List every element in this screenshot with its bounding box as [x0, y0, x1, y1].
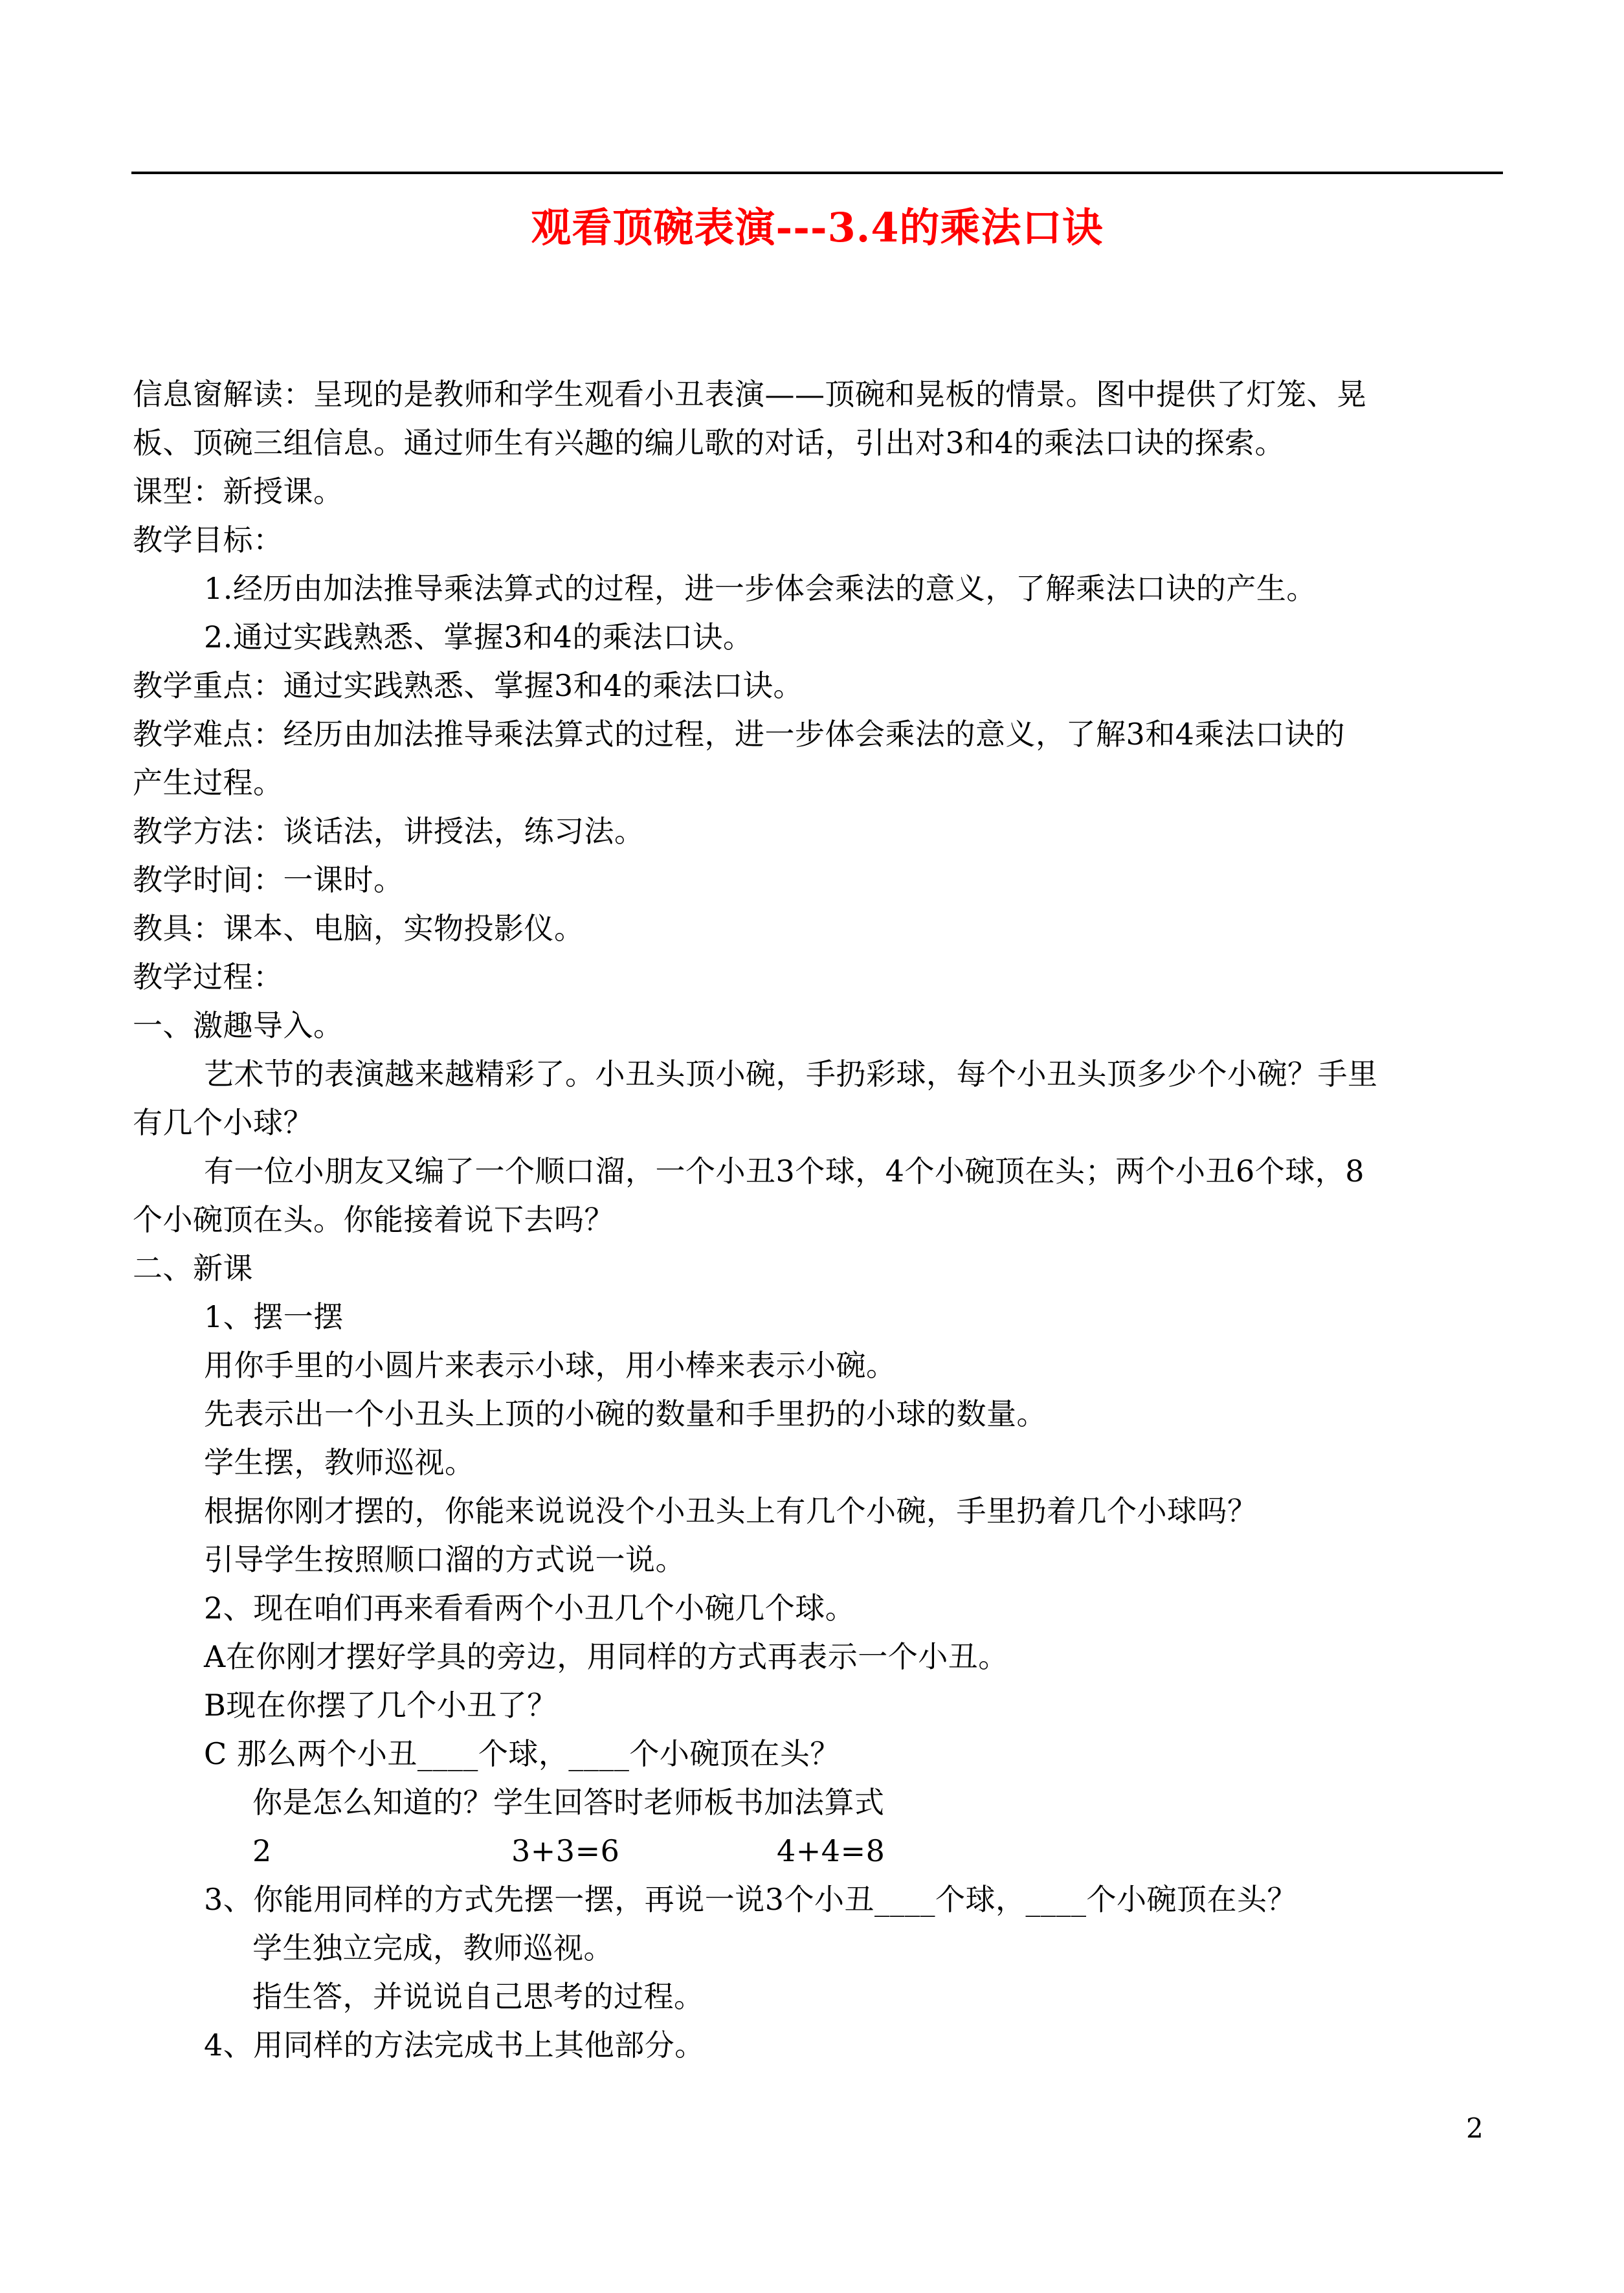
- text-line: 学生摆，教师巡视。: [204, 1445, 475, 1480]
- text-line: 4、用同样的方法完成书上其他部分。: [204, 2028, 705, 2063]
- text-line: 教学时间：一课时。: [133, 862, 404, 897]
- text-line: 你是怎么知道的？学生回答时老师板书加法算式: [252, 1785, 885, 1820]
- text-line: 信息窗解读：呈现的是教师和学生观看小丑表演——顶碗和晃板的情景。图中提供了灯笼、晃: [133, 377, 1367, 412]
- text-line: 3、你能用同样的方式先摆一摆，再说一说3个小丑____个球，____个小碗顶在头？: [204, 1882, 1298, 1917]
- text-line: 教学方法：谈话法，讲授法，练习法。: [133, 814, 645, 849]
- text-line: 课型：新授课。: [133, 474, 344, 509]
- text-line: 1.经历由加法推导乘法算式的过程，进一步体会乘法的意义，了解乘法口诀的产生。: [204, 571, 1317, 606]
- text-line: 指生答，并说说自己思考的过程。: [252, 1979, 704, 2014]
- text-line: 学生独立完成，教师巡视。: [252, 1930, 614, 1965]
- text-line: A在你刚才摆好学具的旁边，用同样的方式再表示一个小丑。: [204, 1639, 1008, 1674]
- text-line: 1、摆一摆: [204, 1299, 344, 1334]
- text-line: 教学重点：通过实践熟悉、掌握3和4的乘法口诀。: [133, 668, 804, 703]
- text-line: 有几个小球？: [133, 1105, 313, 1140]
- text-line: 教具：课本、电脑，实物投影仪。: [133, 911, 584, 946]
- text-line: 教学目标：: [133, 522, 284, 557]
- text-line: 教学过程：: [133, 959, 284, 994]
- text-line: 先表示出一个小丑头上顶的小碗的数量和手里扔的小球的数量。: [204, 1396, 1047, 1431]
- document-title: 观看顶碗表演---3.4的乘法口诀: [531, 204, 1104, 251]
- text-line: 2、现在咱们再来看看两个小丑几个小碗几个球。: [204, 1591, 856, 1626]
- text-line: 板、顶碗三组信息。通过师生有兴趣的编儿歌的对话，引出对3和4的乘法口诀的探索。: [133, 425, 1285, 460]
- text-line: 用你手里的小圆片来表示小球，用小棒来表示小碗。: [204, 1348, 896, 1383]
- text-line: 教学难点：经历由加法推导乘法算式的过程，进一步体会乘法的意义，了解3和4乘法口诀的: [133, 717, 1346, 752]
- text-line: 2.通过实践熟悉、掌握3和4的乘法口诀。: [204, 620, 753, 654]
- equation-line: [133, 1827, 1505, 1875]
- equation-balls: 3+3=6: [511, 1833, 620, 1868]
- section-heading: 一、激趣导入。: [133, 1008, 344, 1043]
- text-line: 有一位小朋友又编了一个顺口溜，一个小丑3个球，4个小碗顶在头；两个小丑6个球，8: [204, 1154, 1365, 1189]
- text-line: 引导学生按照顺口溜的方式说一说。: [204, 1542, 685, 1577]
- text-line: 个小碗顶在头。你能接着说下去吗？: [133, 1202, 614, 1237]
- header-rule: [131, 172, 1503, 174]
- section-heading: 二、新课: [133, 1251, 253, 1286]
- text-line: 产生过程。: [133, 765, 284, 800]
- equation-bowls: 4+4=8: [777, 1833, 885, 1868]
- document-body: [133, 370, 1505, 2070]
- text-line: 根据你刚才摆的，你能来说说没个小丑头上有几个小碗，手里扔着几个小球吗？: [204, 1493, 1258, 1528]
- text-line: 艺术节的表演越来越精彩了。小丑头顶小碗，手扔彩球，每个小丑头顶多少个小碗？手里: [204, 1057, 1378, 1091]
- equation-count: 2: [252, 1833, 272, 1868]
- text-line: C 那么两个小丑____个球，____个小碗顶在头？: [204, 1736, 840, 1771]
- page-number: 2: [1466, 2112, 1484, 2144]
- text-line: B现在你摆了几个小丑了？: [204, 1688, 557, 1723]
